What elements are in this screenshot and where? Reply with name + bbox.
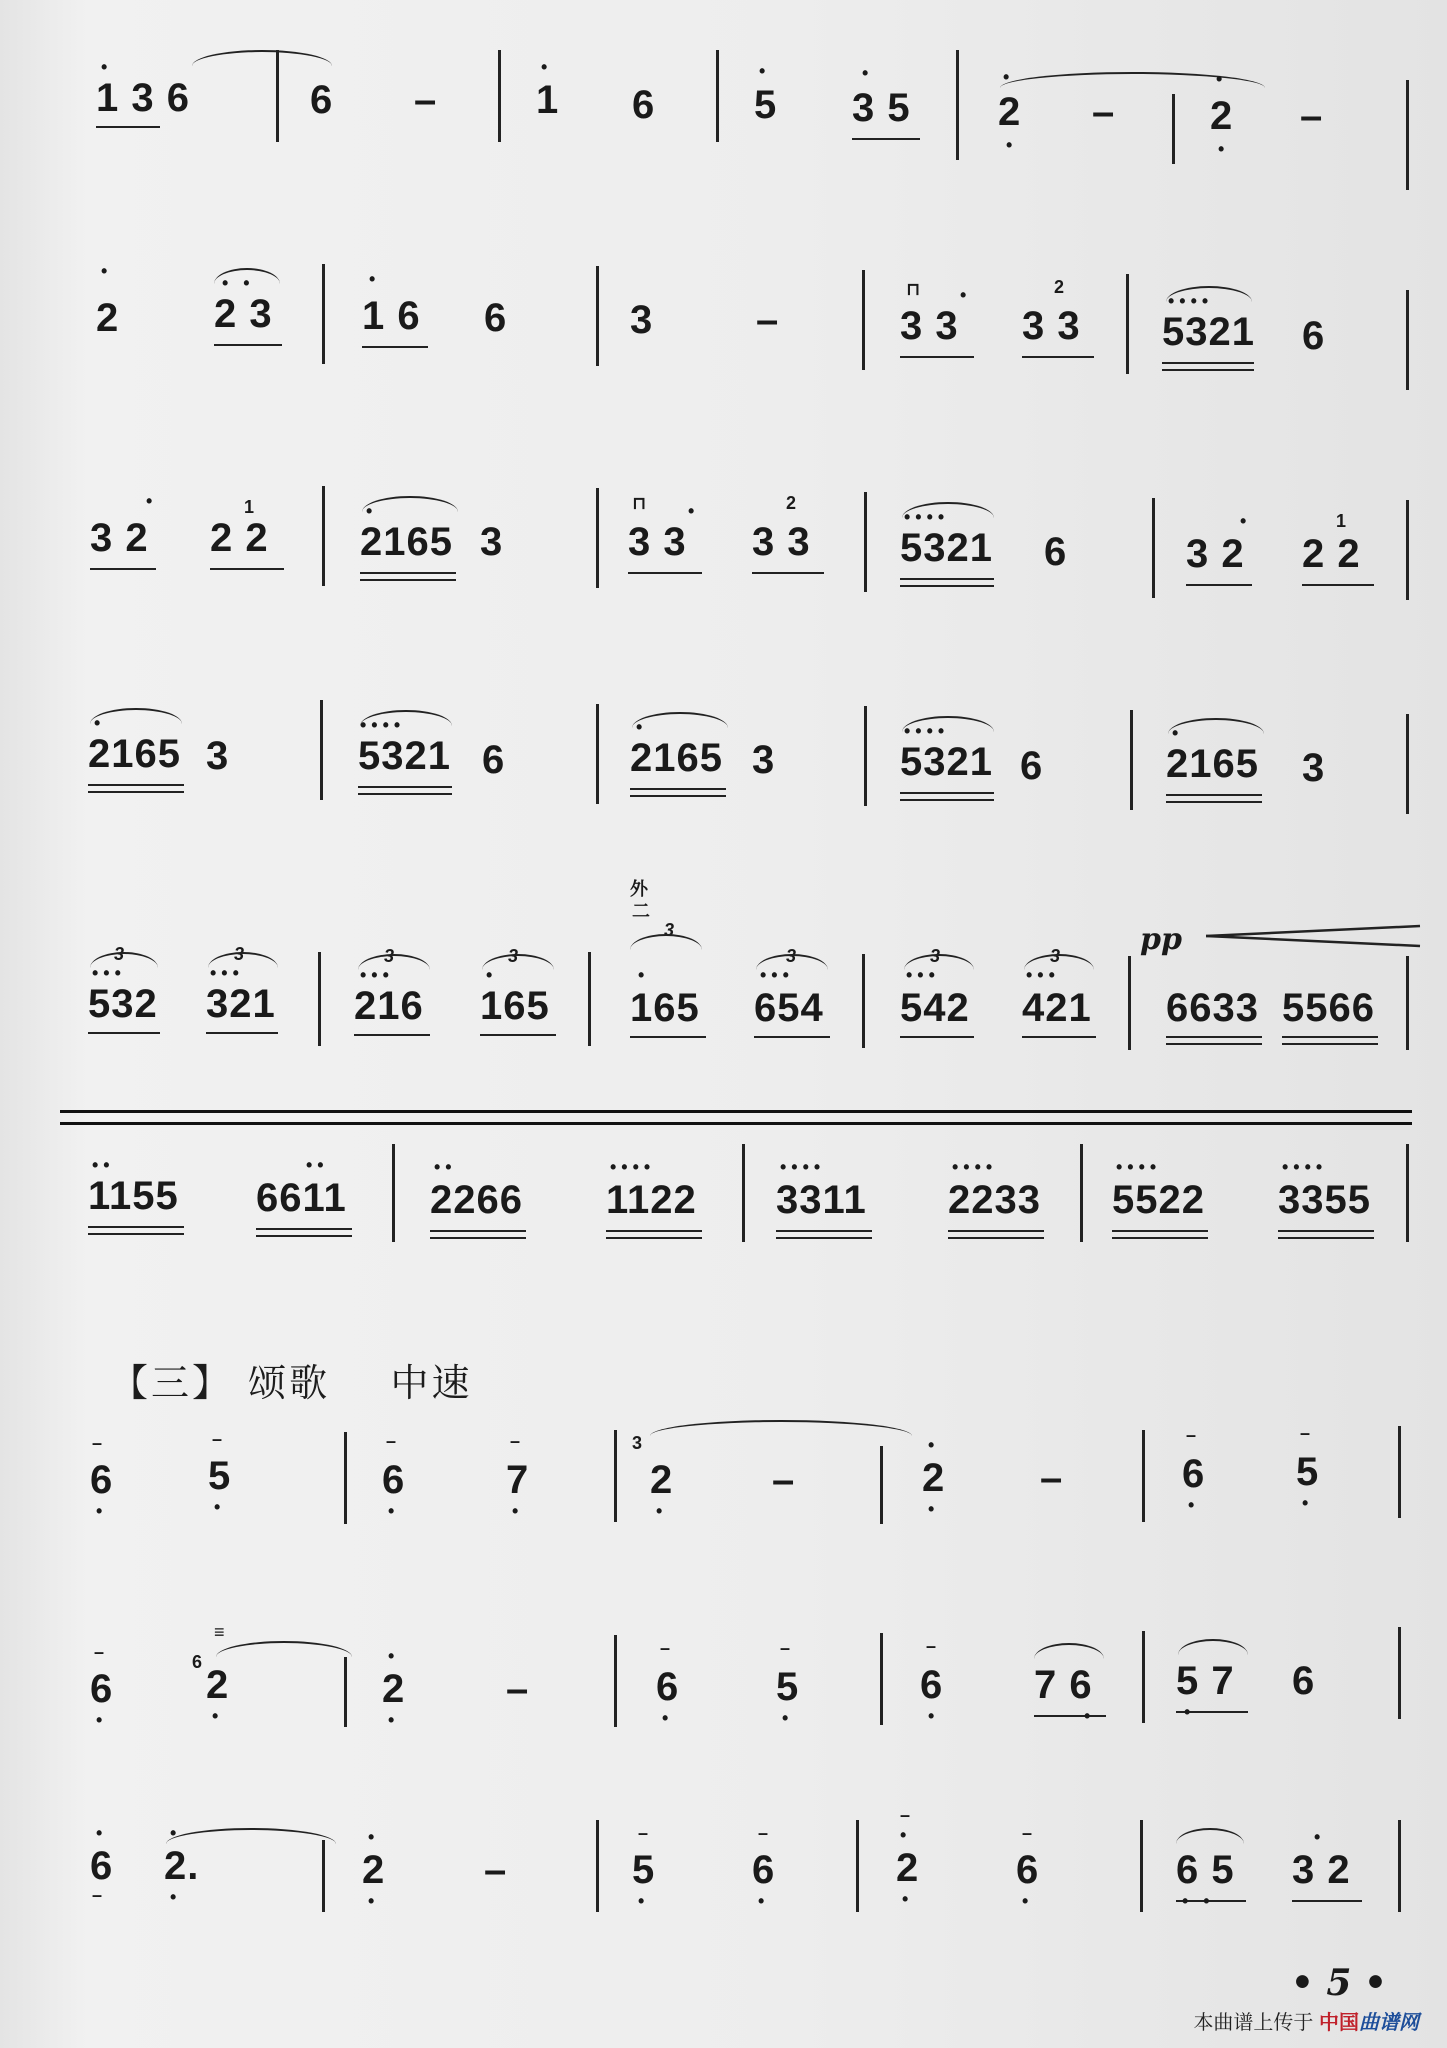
grace-note: 1 xyxy=(244,497,255,517)
note-group: 532 xyxy=(88,982,158,1026)
triplet-mark: 3 xyxy=(664,920,675,940)
note-group: 165 xyxy=(480,984,550,1028)
note-group: 5321 xyxy=(358,734,451,778)
note: 6 xyxy=(752,1848,776,1892)
barline xyxy=(742,1144,745,1242)
note: 3 xyxy=(480,520,504,564)
note-group: 165 xyxy=(630,986,700,1030)
section-bracket-open: 【 xyxy=(110,1361,152,1405)
triplet-mark: 3 xyxy=(1050,946,1061,966)
barline xyxy=(1142,1430,1145,1522)
note-group: 3 3 xyxy=(628,520,687,564)
note-group: 3 5 xyxy=(852,86,911,130)
dash: – xyxy=(1040,1456,1064,1500)
note-group: 3355 xyxy=(1278,1178,1371,1222)
note: 3 xyxy=(630,298,654,342)
triplet-mark: 3 xyxy=(786,946,797,966)
note-group: 2165 xyxy=(88,732,181,776)
note: 6 xyxy=(310,78,334,122)
note-group: 2165 xyxy=(630,736,723,780)
note-group: 3 2 xyxy=(1186,532,1245,576)
note-group: 3 3 xyxy=(1022,304,1081,348)
barline xyxy=(716,50,719,142)
note: 3 xyxy=(206,734,230,778)
slur xyxy=(650,1420,912,1436)
note-group: 321 xyxy=(206,982,276,1026)
note: 5 xyxy=(208,1454,232,1498)
footer-prefix: 本曲谱上传于 xyxy=(1193,2012,1314,2034)
note-group: 6 5 xyxy=(1176,1848,1235,1892)
note-group: 3 3 xyxy=(752,520,811,564)
barline xyxy=(1406,80,1409,190)
footer-brand-b: 曲谱网 xyxy=(1359,2012,1419,2034)
dash: – xyxy=(1300,94,1324,138)
string-mark: 外 xyxy=(630,879,648,899)
barline xyxy=(614,1430,617,1522)
barline xyxy=(614,1635,617,1727)
note: 6 xyxy=(90,1844,114,1888)
note: 3 xyxy=(1302,746,1326,790)
note-group: 5522 xyxy=(1112,1178,1205,1222)
slur xyxy=(362,496,458,512)
slur xyxy=(166,1828,336,1844)
note-group: 7 6 xyxy=(1034,1663,1093,1707)
slur xyxy=(192,50,332,66)
note-group: 421 xyxy=(1022,986,1092,1030)
staff-line-1: 1 3 6 • 6 – • 1 6 • 5 • 3 5 • 2 • – • 2 • – xyxy=(0,50,1447,200)
barline xyxy=(1406,714,1409,814)
barline xyxy=(880,1633,883,1725)
note: 2 xyxy=(896,1846,920,1890)
note: 2 xyxy=(362,1848,386,1892)
note: 2 xyxy=(650,1458,674,1502)
note-group: 542 xyxy=(900,986,970,1030)
staff-line-9: • 6 – • 2. • • 2 • – – 5 • – 6 • – • 2 • – 6 • 6 5 • • • 3 2 xyxy=(0,1820,1447,1970)
staff-line-2: • 2 • • 2 3 • 1 6 6 3 – ⊓ • 3 3 2 3 3 • • • • 5321 6 xyxy=(0,250,1447,400)
note-group: 2 3 xyxy=(214,292,273,336)
barline xyxy=(1126,274,1129,374)
note-group: 3 2 xyxy=(90,516,149,560)
staff-line-5: 外 二 3 • • • 532 3 • • • 321 3 • • • 216 3 • 165 3 • 165 3 • • • 654 3 • • • 542 3 • • • 421 pp 6633 5566 xyxy=(0,880,1447,1030)
note-group: 6633 xyxy=(1166,986,1259,1030)
barline xyxy=(322,486,325,586)
dynamic-pp: pp xyxy=(1140,922,1182,957)
barline xyxy=(320,700,323,800)
note: 3 xyxy=(752,738,776,782)
note: 1 xyxy=(536,78,560,122)
barline xyxy=(276,50,279,142)
note: 6 xyxy=(1016,1848,1040,1892)
barline xyxy=(1142,1631,1145,1723)
slur xyxy=(632,712,728,728)
slur xyxy=(1176,1828,1244,1844)
grace-note: 6 xyxy=(192,1652,203,1672)
note: 2 xyxy=(998,90,1022,134)
slur xyxy=(1034,1643,1104,1659)
barline xyxy=(864,706,867,806)
note-group: 5566 xyxy=(1282,986,1375,1030)
note: 6 xyxy=(1292,1659,1316,1703)
note: 6 xyxy=(920,1663,944,1707)
section-bracket-close: 】 xyxy=(192,1361,234,1405)
note: 7 xyxy=(506,1458,530,1502)
barline xyxy=(880,1446,883,1524)
section-rule xyxy=(60,1110,1412,1113)
dash: – xyxy=(484,1848,508,1892)
slur xyxy=(216,1641,352,1657)
slur xyxy=(1168,718,1264,734)
note-group: 3 2 xyxy=(1292,1848,1351,1892)
note: 2 xyxy=(922,1456,946,1500)
barline xyxy=(1406,1144,1409,1242)
triplet-mark: 3 xyxy=(508,946,519,966)
staff-line-6: • • 1155 • • 6611 • • 2266 • • • • 1122 • • • • 3311 • • • • 2233 • • • • 5522 • • • • 3355 xyxy=(0,1130,1447,1280)
note-group: 5321 xyxy=(900,740,993,784)
grace-note: 3 xyxy=(632,1433,643,1453)
note: 6 xyxy=(1302,314,1326,358)
barline xyxy=(864,492,867,592)
slur xyxy=(1000,72,1265,88)
barline xyxy=(344,1432,347,1524)
note: 6 xyxy=(1020,744,1044,788)
note-group: 1155 xyxy=(88,1174,179,1218)
staff-line-4: • 2165 3 • • • • 5321 6 • 2165 3 • • • • 5321 6 • 2165 3 xyxy=(0,690,1447,840)
note: 6 xyxy=(656,1665,680,1709)
barline xyxy=(1172,94,1175,164)
note-group: 2266 xyxy=(430,1178,523,1222)
note-group: 2 2 xyxy=(1302,532,1361,576)
triplet-mark: 3 xyxy=(234,944,245,964)
triplet-slur xyxy=(630,934,702,950)
note: 5 xyxy=(632,1848,656,1892)
barline xyxy=(596,488,599,588)
note: 5 xyxy=(1296,1450,1320,1494)
note-group: 216 xyxy=(354,984,424,1028)
barline xyxy=(596,266,599,366)
dash: – xyxy=(772,1458,796,1502)
staff-line-7: – 6 • – 5 • – 6 • – 7 • 3 2 • – • 2 • – – 6 • – 5 • xyxy=(0,1420,1447,1570)
grace-note: 2 xyxy=(786,493,797,513)
barline xyxy=(1398,1426,1401,1518)
triplet-mark: 3 xyxy=(930,946,941,966)
barline xyxy=(1406,290,1409,390)
finger-mark: 二 xyxy=(632,901,650,921)
watermark-footer xyxy=(1193,2006,1419,2035)
note: 2 xyxy=(206,1663,230,1707)
triplet-mark: 3 xyxy=(384,946,395,966)
barline xyxy=(1406,500,1409,600)
note: 6 xyxy=(1044,530,1068,574)
note-group: 2165 xyxy=(360,520,453,564)
note: 6 xyxy=(632,83,656,127)
note-group: 2165 xyxy=(1166,742,1259,786)
barline xyxy=(862,270,865,370)
footer-brand-a: 中国 xyxy=(1319,2012,1359,2034)
slur xyxy=(1178,1639,1248,1655)
tempo-marking: 中速 xyxy=(390,1361,473,1405)
note-group: 5321 xyxy=(1162,310,1255,354)
note: 6 xyxy=(482,738,506,782)
grace-note: 1 xyxy=(1336,511,1347,531)
note: 6 xyxy=(90,1667,114,1711)
note: 6 xyxy=(382,1458,406,1502)
barline xyxy=(856,1820,859,1912)
barline xyxy=(344,1657,347,1727)
barline xyxy=(1128,956,1131,1050)
barline xyxy=(1140,1820,1143,1912)
crescendo-hairpin xyxy=(1206,924,1422,952)
note: 2 xyxy=(382,1667,406,1711)
note-group: 3311 xyxy=(776,1178,867,1222)
barline xyxy=(392,1144,395,1242)
barline xyxy=(498,50,501,142)
barline xyxy=(318,952,321,1046)
note-group: 2233 xyxy=(948,1178,1041,1222)
staff-line-8: – 6 • ≡ 6 2 • • 2 • – – 6 • – 5 • – 6 • 7 6 • 5 7 • 6 xyxy=(0,1615,1447,1765)
barline xyxy=(322,264,325,364)
barline xyxy=(956,50,959,160)
dash: – xyxy=(1092,90,1116,134)
dash: – xyxy=(756,298,780,342)
triplet-mark: 3 xyxy=(114,944,125,964)
note-group: 1122 xyxy=(606,1178,697,1222)
grace-note: 2 xyxy=(1054,277,1065,297)
barline xyxy=(1406,956,1409,1050)
barline xyxy=(596,704,599,804)
note-group: 3 3 xyxy=(900,304,959,348)
note: 2 xyxy=(1210,94,1234,138)
barline xyxy=(596,1820,599,1912)
note-group: 5321 xyxy=(900,526,993,570)
staff-line-3: • 3 2 1 2 2 • 2165 3 ⊓ • 3 3 2 3 3 • • • • 5321 6 • 3 2 1 2 2 xyxy=(0,470,1447,620)
page-number: • 5 • xyxy=(1290,1962,1387,2004)
barline xyxy=(588,952,591,1046)
section-heading xyxy=(110,1352,473,1407)
note-group: 654 xyxy=(754,986,824,1030)
barline xyxy=(1398,1820,1401,1912)
note: 6 xyxy=(484,296,508,340)
barline xyxy=(1398,1627,1401,1719)
barline xyxy=(1152,498,1155,598)
section-title: 颂歌 xyxy=(248,1361,331,1405)
note: 5 xyxy=(754,83,778,127)
triplet-slur xyxy=(482,954,554,970)
dash: – xyxy=(414,78,438,122)
section-rule xyxy=(60,1122,1412,1125)
barline xyxy=(1080,1144,1083,1242)
note: 2 xyxy=(96,296,120,340)
note-group: 2 2 xyxy=(210,516,269,560)
barline xyxy=(322,1840,325,1912)
note: 2. xyxy=(164,1844,200,1888)
note-group: 1 6 xyxy=(362,294,421,338)
note: 6 xyxy=(1182,1452,1206,1496)
dash: – xyxy=(506,1667,530,1711)
section-number: 三 xyxy=(151,1361,193,1405)
barline xyxy=(862,954,865,1048)
slur xyxy=(90,708,182,724)
note-group: 5 7 xyxy=(1176,1659,1235,1703)
note: 5 xyxy=(776,1665,800,1709)
barline xyxy=(1130,710,1133,810)
note: 6 xyxy=(90,1458,114,1502)
note-group: 1 3 6 xyxy=(96,76,190,120)
note-group: 6611 xyxy=(256,1176,347,1220)
